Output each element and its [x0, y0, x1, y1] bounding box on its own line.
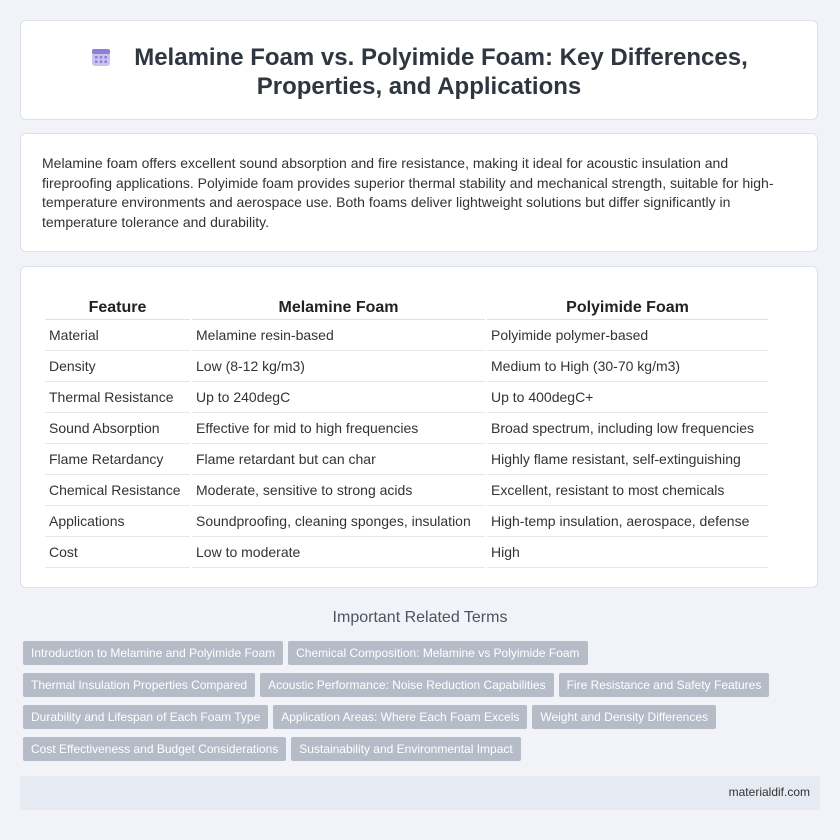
table-cell: Highly flame resistant, self-extinguishing: [487, 444, 768, 475]
table-row: [45, 537, 768, 568]
table-cell: Cost: [45, 537, 190, 568]
header-melamine: Melamine Foam: [192, 297, 485, 320]
tag-row: [23, 673, 803, 705]
table-cell: Up to 240degC: [192, 382, 485, 413]
table-cell: Chemical Resistance: [45, 475, 190, 506]
table-row: [45, 382, 768, 413]
related-term-tag[interactable]: Fire Resistance and Safety Features: [559, 673, 770, 697]
intro-card: [20, 133, 818, 252]
related-term-tag[interactable]: Chemical Composition: Melamine vs Polyimide Foam: [288, 641, 587, 665]
tag-row: [23, 737, 803, 769]
related-term-tag[interactable]: Cost Effectiveness and Budget Considerations: [23, 737, 286, 761]
table-cell: Excellent, resistant to most chemicals: [487, 475, 768, 506]
header-card: [20, 20, 818, 120]
table-row: [45, 351, 768, 382]
related-term-tag[interactable]: Sustainability and Environmental Impact: [291, 737, 520, 761]
related-terms-tags: [23, 641, 803, 769]
table-cell: Melamine resin-based: [192, 320, 485, 351]
related-term-tag[interactable]: Application Areas: Where Each Foam Excels: [273, 705, 527, 729]
table-cell: Flame retardant but can char: [192, 444, 485, 475]
table-cell: High: [487, 537, 768, 568]
comparison-table-card: [20, 266, 818, 588]
page-title-text: Melamine Foam vs. Polyimide Foam: Key Differences, Properties, and Applications: [134, 44, 748, 100]
page-title: [21, 43, 817, 101]
tag-row: [23, 705, 803, 737]
table-header-row: [45, 297, 768, 320]
table-cell: Applications: [45, 506, 190, 537]
table-cell: Medium to High (30-70 kg/m3): [487, 351, 768, 382]
tag-row: [23, 641, 803, 673]
table-cell: Moderate, sensitive to strong acids: [192, 475, 485, 506]
intro-text: Melamine foam offers excellent sound absorption and fire resistance, making it ideal for acoustic insulation and fireproofing applications. Polyimide foam provides superior thermal stability and mechanical strength, suitable for high-temperature environments and aerospace use. Both foams deliver lightweight solutions but differ significantly in temperature tolerance and durability.: [42, 155, 774, 230]
table-cell: High-temp insulation, aerospace, defense: [487, 506, 768, 537]
table-cell: Up to 400degC+: [487, 382, 768, 413]
calendar-icon: [90, 46, 112, 68]
table-row: [45, 506, 768, 537]
table-row: [45, 320, 768, 351]
title-wrap: [21, 43, 817, 101]
related-terms-title: Important Related Terms: [332, 609, 508, 626]
header-feature: Feature: [45, 297, 190, 320]
table-row: [45, 475, 768, 506]
table-cell: Sound Absorption: [45, 413, 190, 444]
table-cell: Thermal Resistance: [45, 382, 190, 413]
table-cell: Density: [45, 351, 190, 382]
table-cell: Effective for mid to high frequencies: [192, 413, 485, 444]
footer: [20, 776, 820, 810]
related-term-tag[interactable]: Weight and Density Differences: [532, 705, 716, 729]
table-row: [45, 413, 768, 444]
related-term-tag[interactable]: Thermal Insulation Properties Compared: [23, 673, 255, 697]
table-cell: Flame Retardancy: [45, 444, 190, 475]
table-cell: Soundproofing, cleaning sponges, insulation: [192, 506, 485, 537]
comparison-table: [43, 297, 770, 568]
table-cell: Material: [45, 320, 190, 351]
related-term-tag[interactable]: Introduction to Melamine and Polyimide Foam: [23, 641, 283, 665]
header-polyimide: Polyimide Foam: [487, 297, 768, 320]
table-cell: Polyimide polymer-based: [487, 320, 768, 351]
related-term-tag[interactable]: Durability and Lifespan of Each Foam Type: [23, 705, 268, 729]
related-term-tag[interactable]: Acoustic Performance: Noise Reduction Capabilities: [260, 673, 553, 697]
table-cell: Broad spectrum, including low frequencies: [487, 413, 768, 444]
table-cell: Low (8-12 kg/m3): [192, 351, 485, 382]
table-row: [45, 444, 768, 475]
table-cell: Low to moderate: [192, 537, 485, 568]
footer-site-link[interactable]: materialdif.com: [728, 785, 810, 799]
